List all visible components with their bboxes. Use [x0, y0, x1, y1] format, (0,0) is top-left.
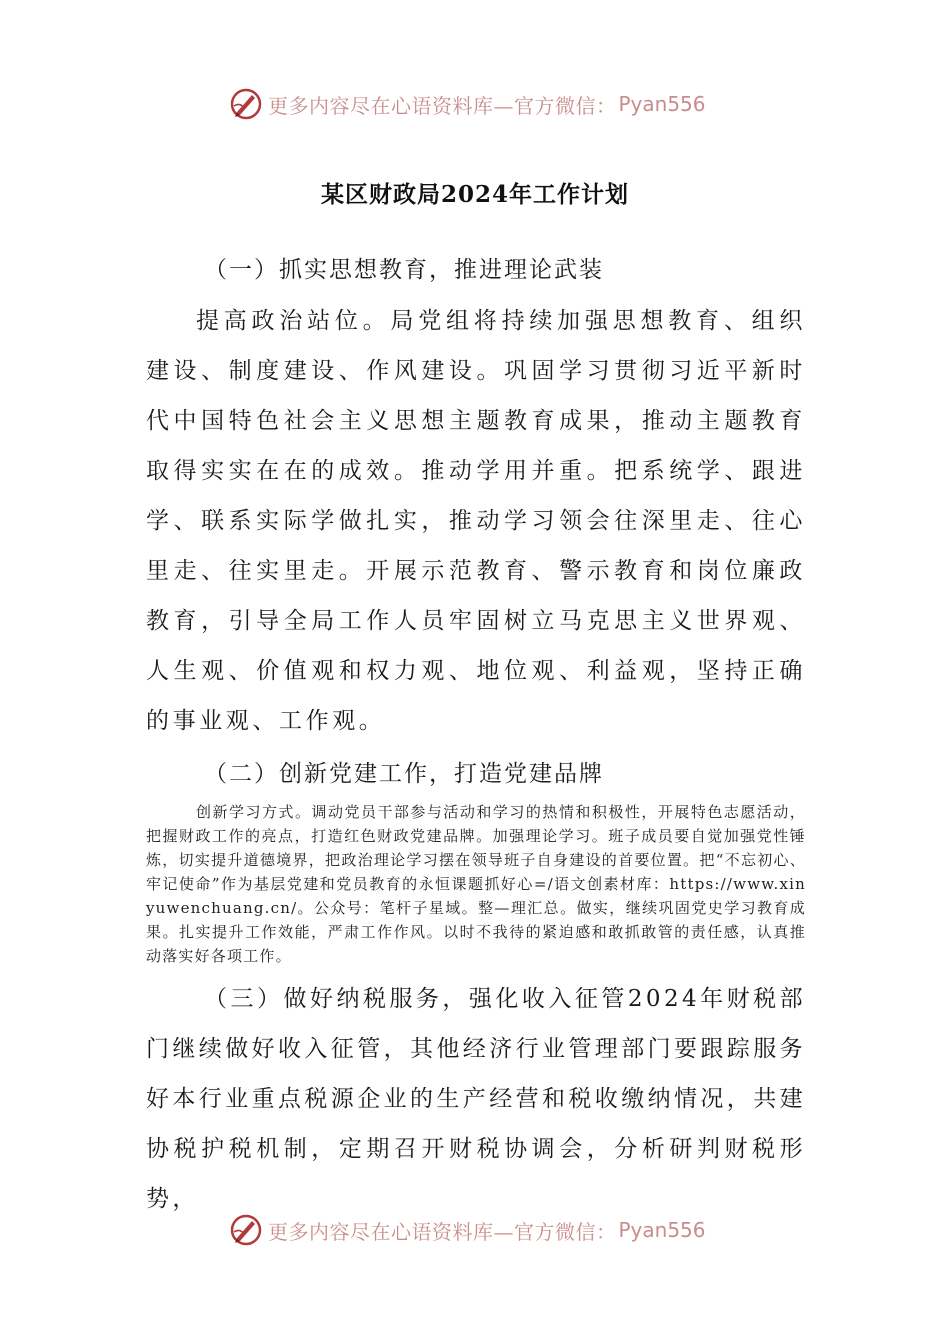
footer-watermark [228, 1210, 706, 1250]
section-1-body: 提高政治站位。局党组将持续加强思想教育、组织建设、制度建设、作风建设。巩固学习贯彻习近平新时代中国特色社会主义思想主题教育成果，推动主题教育取得实实在在的成效。推动学用并重。把系统学、跟进学、联系实际学做扎实，推动学习领会往深里走、往心里走、往实里走。开展示范教育、警示教育和岗位廉政教育，引导全局工作人员牢固树立马克思主义世界观、人生观、价值观和权力观、地位观、利益观，坚持正确的事业观、工作观。 [146, 308, 806, 734]
watermark-text: 更多内容尽在心语资料库—官方微信： [268, 1219, 617, 1244]
section-2-heading: （二）创新党建工作，打造党建品牌 [204, 761, 604, 787]
document-body [146, 244, 806, 1224]
pen-logo-icon [228, 86, 264, 122]
watermark-wechat-id: Pyan556 [618, 92, 706, 116]
document-title: 某区财政局2024年工作计划 [320, 181, 629, 208]
section-3-body: （三）做好纳税服务，强化收入征管2024年财税部门继续做好收入征管，其他经济行业管理部门要跟踪服务好本行业重点税源企业的生产经营和税收缴纳情况，共建协税护税机制，定期召开财税协调会，分析研判财税形势， [146, 986, 806, 1212]
pen-logo-icon [228, 1212, 264, 1248]
section-1-heading: （一）抓实思想教育，推进理论武装 [204, 257, 604, 283]
section-2-body: 创新学习方式。调动党员干部参与活动和学习的热情和积极性，开展特色志愿活动，把握财政工作的亮点，打造红色财政党建品牌。加强理论学习。班子成员要自觉加强党性锤炼，切实提升道德境界，把政治理论学习摆在领导班子自身建设的首要位置。把“不忘初心、牢记使命”作为基层党建和党员教育的永恒课题抓好心=/语文创素材库：https://www.xinyuwenchuang.cn/。公众号：笔杆子星域。整—理汇总。做实，继续巩固党史学习教育成果。扎实提升工作效能，严肃工作作风。以时不我待的紧迫感和敢抓敢管的责任感，认真推动落实好各项工作。 [146, 803, 806, 965]
watermark-text: 更多内容尽在心语资料库—官方微信： [268, 93, 617, 118]
watermark-wechat-id: Pyan556 [618, 1218, 706, 1242]
header-watermark [228, 84, 706, 124]
